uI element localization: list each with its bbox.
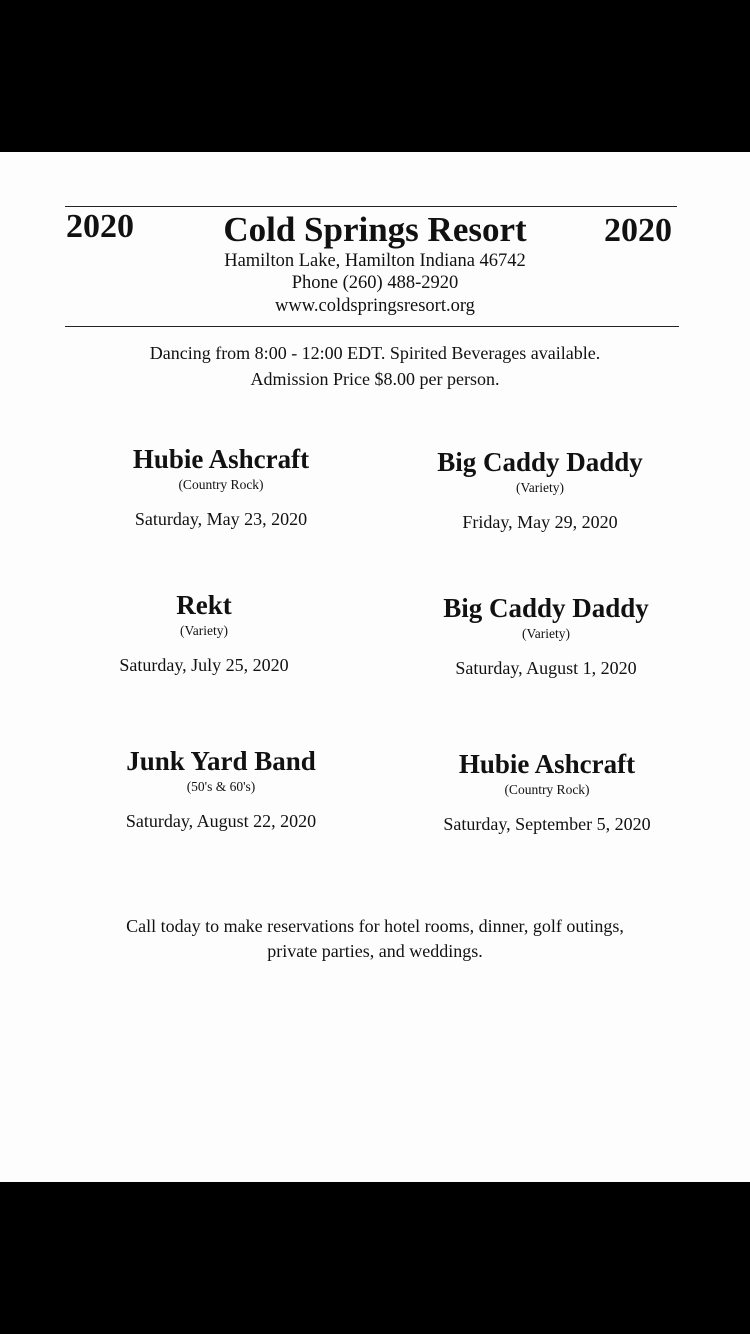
event-date: Friday, May 29, 2020: [462, 512, 618, 532]
band-name: Rekt: [176, 590, 232, 620]
event-date: Saturday, September 5, 2020: [443, 814, 651, 834]
reservations-note: Call today to make reservations for hotel rooms, dinner, golf outings,: [126, 916, 624, 936]
band-genre: (Country Rock): [178, 477, 264, 492]
band-name: Hubie Ashcraft: [132, 444, 310, 474]
band-genre: (Variety): [522, 626, 570, 641]
event-card: [386, 593, 706, 679]
year-right: 2020: [604, 212, 672, 249]
band-name: Hubie Ashcraft: [458, 749, 636, 779]
reservations-note-2: private parties, and weddings.: [267, 941, 483, 961]
event-date: Saturday, May 23, 2020: [134, 509, 308, 529]
event-date: Saturday, August 22, 2020: [125, 811, 317, 831]
band-genre: (Country Rock): [504, 782, 590, 797]
bottom-rule: [65, 326, 679, 327]
event-date: Saturday, July 25, 2020: [119, 655, 289, 675]
bottom-black-bar: [0, 1182, 750, 1334]
band-genre: (Variety): [516, 480, 564, 495]
event-card: [387, 749, 707, 835]
top-black-bar: [0, 0, 750, 152]
address: Hamilton Lake, Hamilton Indiana 46742: [224, 251, 526, 271]
event-date: Saturday, August 1, 2020: [455, 658, 637, 678]
admission-info: Admission Price $8.00 per person.: [250, 369, 500, 389]
band-name: Big Caddy Daddy: [443, 593, 649, 623]
website: www.coldspringsresort.org: [275, 296, 475, 316]
event-card: [61, 746, 381, 832]
dancing-info: Dancing from 8:00 - 12:00 EDT. Spirited Beverages available.: [149, 343, 601, 363]
resort-title: Cold Springs Resort: [223, 210, 527, 249]
event-card: [44, 590, 364, 676]
band-genre: (Variety): [180, 623, 228, 638]
flyer-document: [0, 152, 750, 1182]
phone: Phone (260) 488-2920: [291, 273, 459, 293]
year-left: 2020: [66, 208, 134, 245]
band-name: Big Caddy Daddy: [437, 447, 643, 477]
event-card: [380, 447, 700, 533]
top-rule: [65, 206, 677, 207]
event-card: [61, 444, 381, 530]
band-name: Junk Yard Band: [126, 746, 316, 776]
band-genre: (50's & 60's): [186, 779, 256, 794]
